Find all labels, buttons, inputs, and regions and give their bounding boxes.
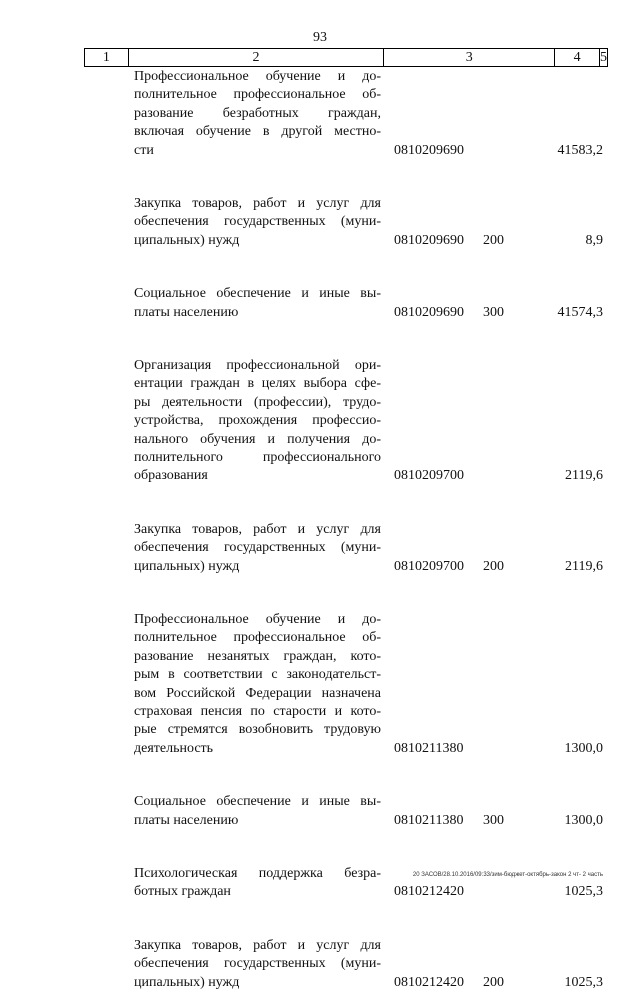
row-amount: 1025,3 [564,884,603,900]
description-line: Закупка товаров, работ и услуг для [134,937,381,953]
description-line: нального обучения и получения до- [134,431,381,447]
row-amount: 2119,6 [565,468,603,484]
description-line: Социальное обеспечение и иные вы- [134,794,381,810]
description-line: ципальных) нужд [134,974,240,990]
description-line: полнительного профессионального [134,450,381,466]
row-description [134,793,381,830]
header-col-5: 5 [600,50,607,65]
description-line: Организация профессиональной ори- [134,358,381,373]
table-row [0,357,640,486]
table-header [84,48,608,67]
description-line: образования [134,468,208,484]
description-line: ципальных) нужд [134,558,240,574]
row-description [134,611,381,758]
row-amount: 41574,3 [557,304,603,320]
description-line: полнительное профессиональное об- [134,87,381,103]
row-code: 0810209690 [394,142,464,158]
description-line: Профессиональное обучение и до- [134,612,381,627]
description-line: обеспечения государственных (муни- [134,956,381,972]
table-row [0,285,640,322]
description-line: обеспечения государственных (муни- [134,214,381,230]
description-line: вом Российской Федерации назначена [134,685,381,701]
description-line: платы населению [134,812,239,828]
row-code: 0810209690 [394,304,464,320]
description-line: обеспечения государственных (муни- [134,540,381,556]
row-description [134,865,381,902]
row-amount: 41583,2 [557,142,603,158]
header-col-3: 3 [384,49,555,66]
description-line: рым в соответствии с законодательст- [134,667,381,683]
row-amount: 1300,0 [564,812,603,828]
row-amount: 2119,6 [565,558,603,574]
description-line: Закупка товаров, работ и услуг для [134,521,381,537]
description-line: разование безработных граждан, [134,105,381,121]
row-code: 0810209690 [394,232,464,248]
description-line: включая обучение в другой местно- [134,124,381,140]
table-row [0,865,640,902]
table-row [0,195,640,250]
row-description [134,195,381,250]
row-amount: 8,9 [585,232,603,248]
description-line: Социальное обеспечение и иные вы- [134,286,381,302]
row-code: 0810211380 [394,812,464,828]
description-line: ботных граждан [134,884,231,900]
row-description [134,68,381,160]
row-code: 0810211380 [394,740,464,756]
description-line: рые стремятся возобновить трудовую [134,722,381,738]
header-col-2: 2 [129,49,385,66]
header-col-4: 4 [555,49,600,66]
table-row [0,68,640,160]
table-row [0,793,640,830]
row-description [134,521,381,576]
page-number: 93 [313,30,327,45]
description-line: деятельность [134,740,214,756]
row-code: 0810212420 [394,884,464,900]
row-amount: 1300,0 [564,740,603,756]
row-kvr: 300 [483,812,504,828]
table-row [0,611,640,758]
row-code: 0810209700 [394,468,464,484]
row-description [134,937,381,992]
description-line: разование незанятых граждан, кото- [134,648,381,664]
header-col-1: 1 [84,49,129,66]
row-code: 0810212420 [394,974,464,990]
row-kvr: 200 [483,974,504,990]
description-line: сти [134,142,154,158]
table-row [0,937,640,992]
row-description [134,285,381,322]
table-row [0,521,640,576]
description-line: Профессиональное обучение и до- [134,69,381,84]
description-line: Психологическая поддержка безра- [134,866,381,881]
footer-stamp: 20 ЗАСОВ/28.10.2016/09:33/зим-бюджет-октябрь-закон 2 чт- 2 часть [412,872,603,878]
row-kvr: 200 [483,232,504,248]
description-line: страховая пенсия по старости и кото- [134,704,381,720]
row-code: 0810209700 [394,558,464,574]
description-line: ентации граждан в целях выбора сфе- [134,376,381,392]
description-line: ры деятельности (профессии), трудо- [134,394,381,410]
row-description [134,357,381,486]
description-line: полнительное профессиональное об- [134,630,381,646]
description-line: ципальных) нужд [134,232,240,248]
row-kvr: 300 [483,304,504,320]
row-kvr: 200 [483,558,504,574]
description-line: Закупка товаров, работ и услуг для [134,196,381,211]
description-line: устройства, прохождения профессио- [134,413,381,429]
row-amount: 1025,3 [564,974,603,990]
description-line: платы населению [134,304,239,320]
